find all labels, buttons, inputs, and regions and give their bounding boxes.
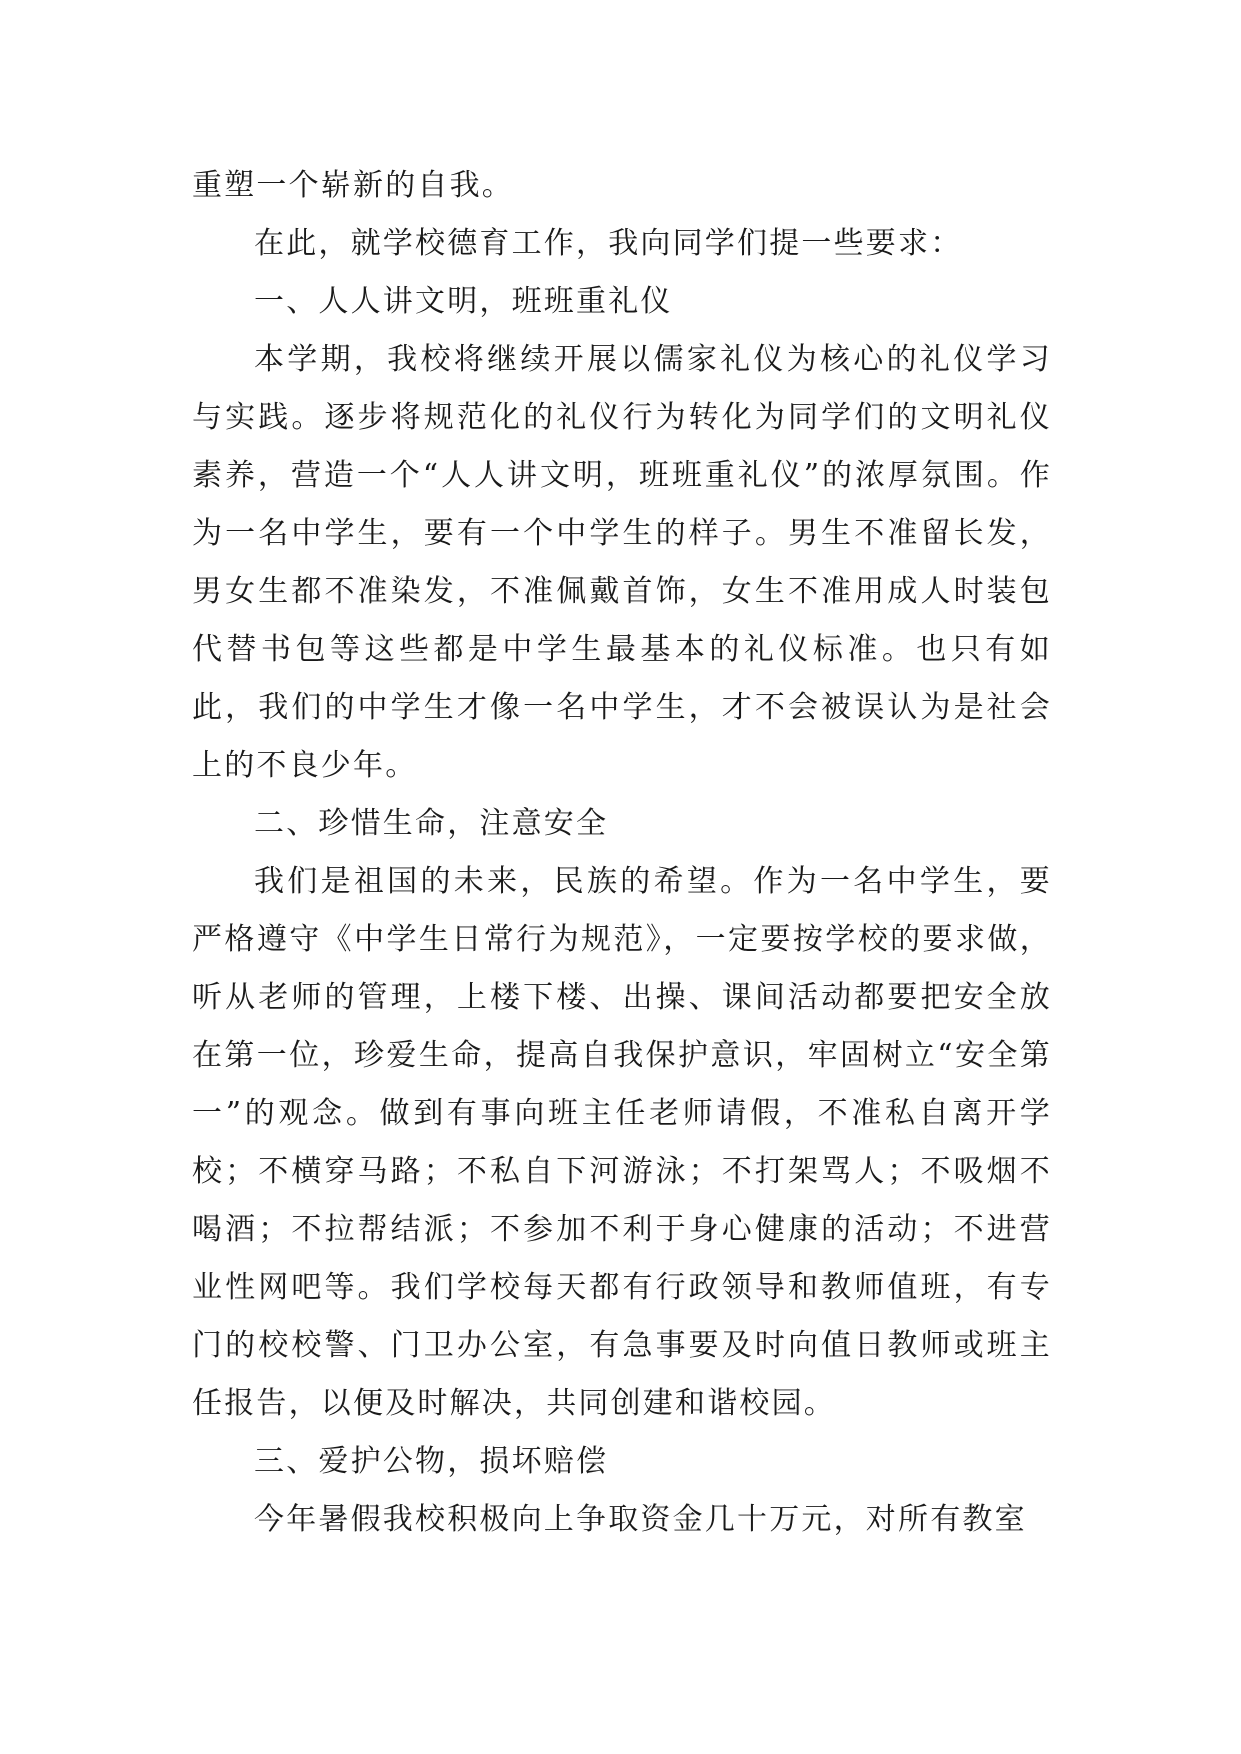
body-text	[192, 157, 1052, 1549]
section-heading-2: 二、珍惜生命，注意安全	[254, 806, 609, 841]
paragraph-section-3: 今年暑假我校积极向上争取资金几十万元，对所有教室	[254, 1502, 1027, 1537]
paragraph-intro: 在此，就学校德育工作，我向同学们提一些要求：	[254, 226, 963, 261]
paragraph-continuation: 重塑一个崭新的自我。	[192, 168, 514, 203]
paragraph-section-2: 我们是祖国的未来，民族的希望。作为一名中学生，要严格遵守《中学生日常行为规范》，一定要按学校的要求做，听从老师的管理，上楼下楼、出操、课间活动都要把安全放在第一位，珍爱生命，提高自我保护意识，牢固树立“安全第一”的观念。做到有事向班主任老师请假，不准私自离开学校；不横穿马路；不私自下河游泳；不打架骂人；不吸烟不喝酒；不拉帮结派；不参加不利于身心健康的活动；不进营业性网吧等。我们学校每天都有行政领导和教师值班，有专门的校校警、门卫办公室，有急事要及时向值日教师或班主任报告，以便及时解决，共同创建和谐校园。	[192, 864, 1052, 1421]
paragraph-section-1: 本学期，我校将继续开展以儒家礼仪为核心的礼仪学习与实践。逐步将规范化的礼仪行为转化为同学们的文明礼仪素养，营造一个“人人讲文明，班班重礼仪”的浓厚氛围。作为一名中学生，要有一个中学生的样子。男生不准留长发，男女生都不准染发，不准佩戴首饰，女生不准用成人时装包代替书包等这些都是中学生最基本的礼仪标准。也只有如此，我们的中学生才像一名中学生，才不会被误认为是社会上的不良少年。	[192, 342, 1052, 783]
section-heading-3: 三、爱护公物，损坏赔偿	[254, 1444, 609, 1479]
section-heading-1: 一、人人讲文明，班班重礼仪	[254, 284, 673, 319]
